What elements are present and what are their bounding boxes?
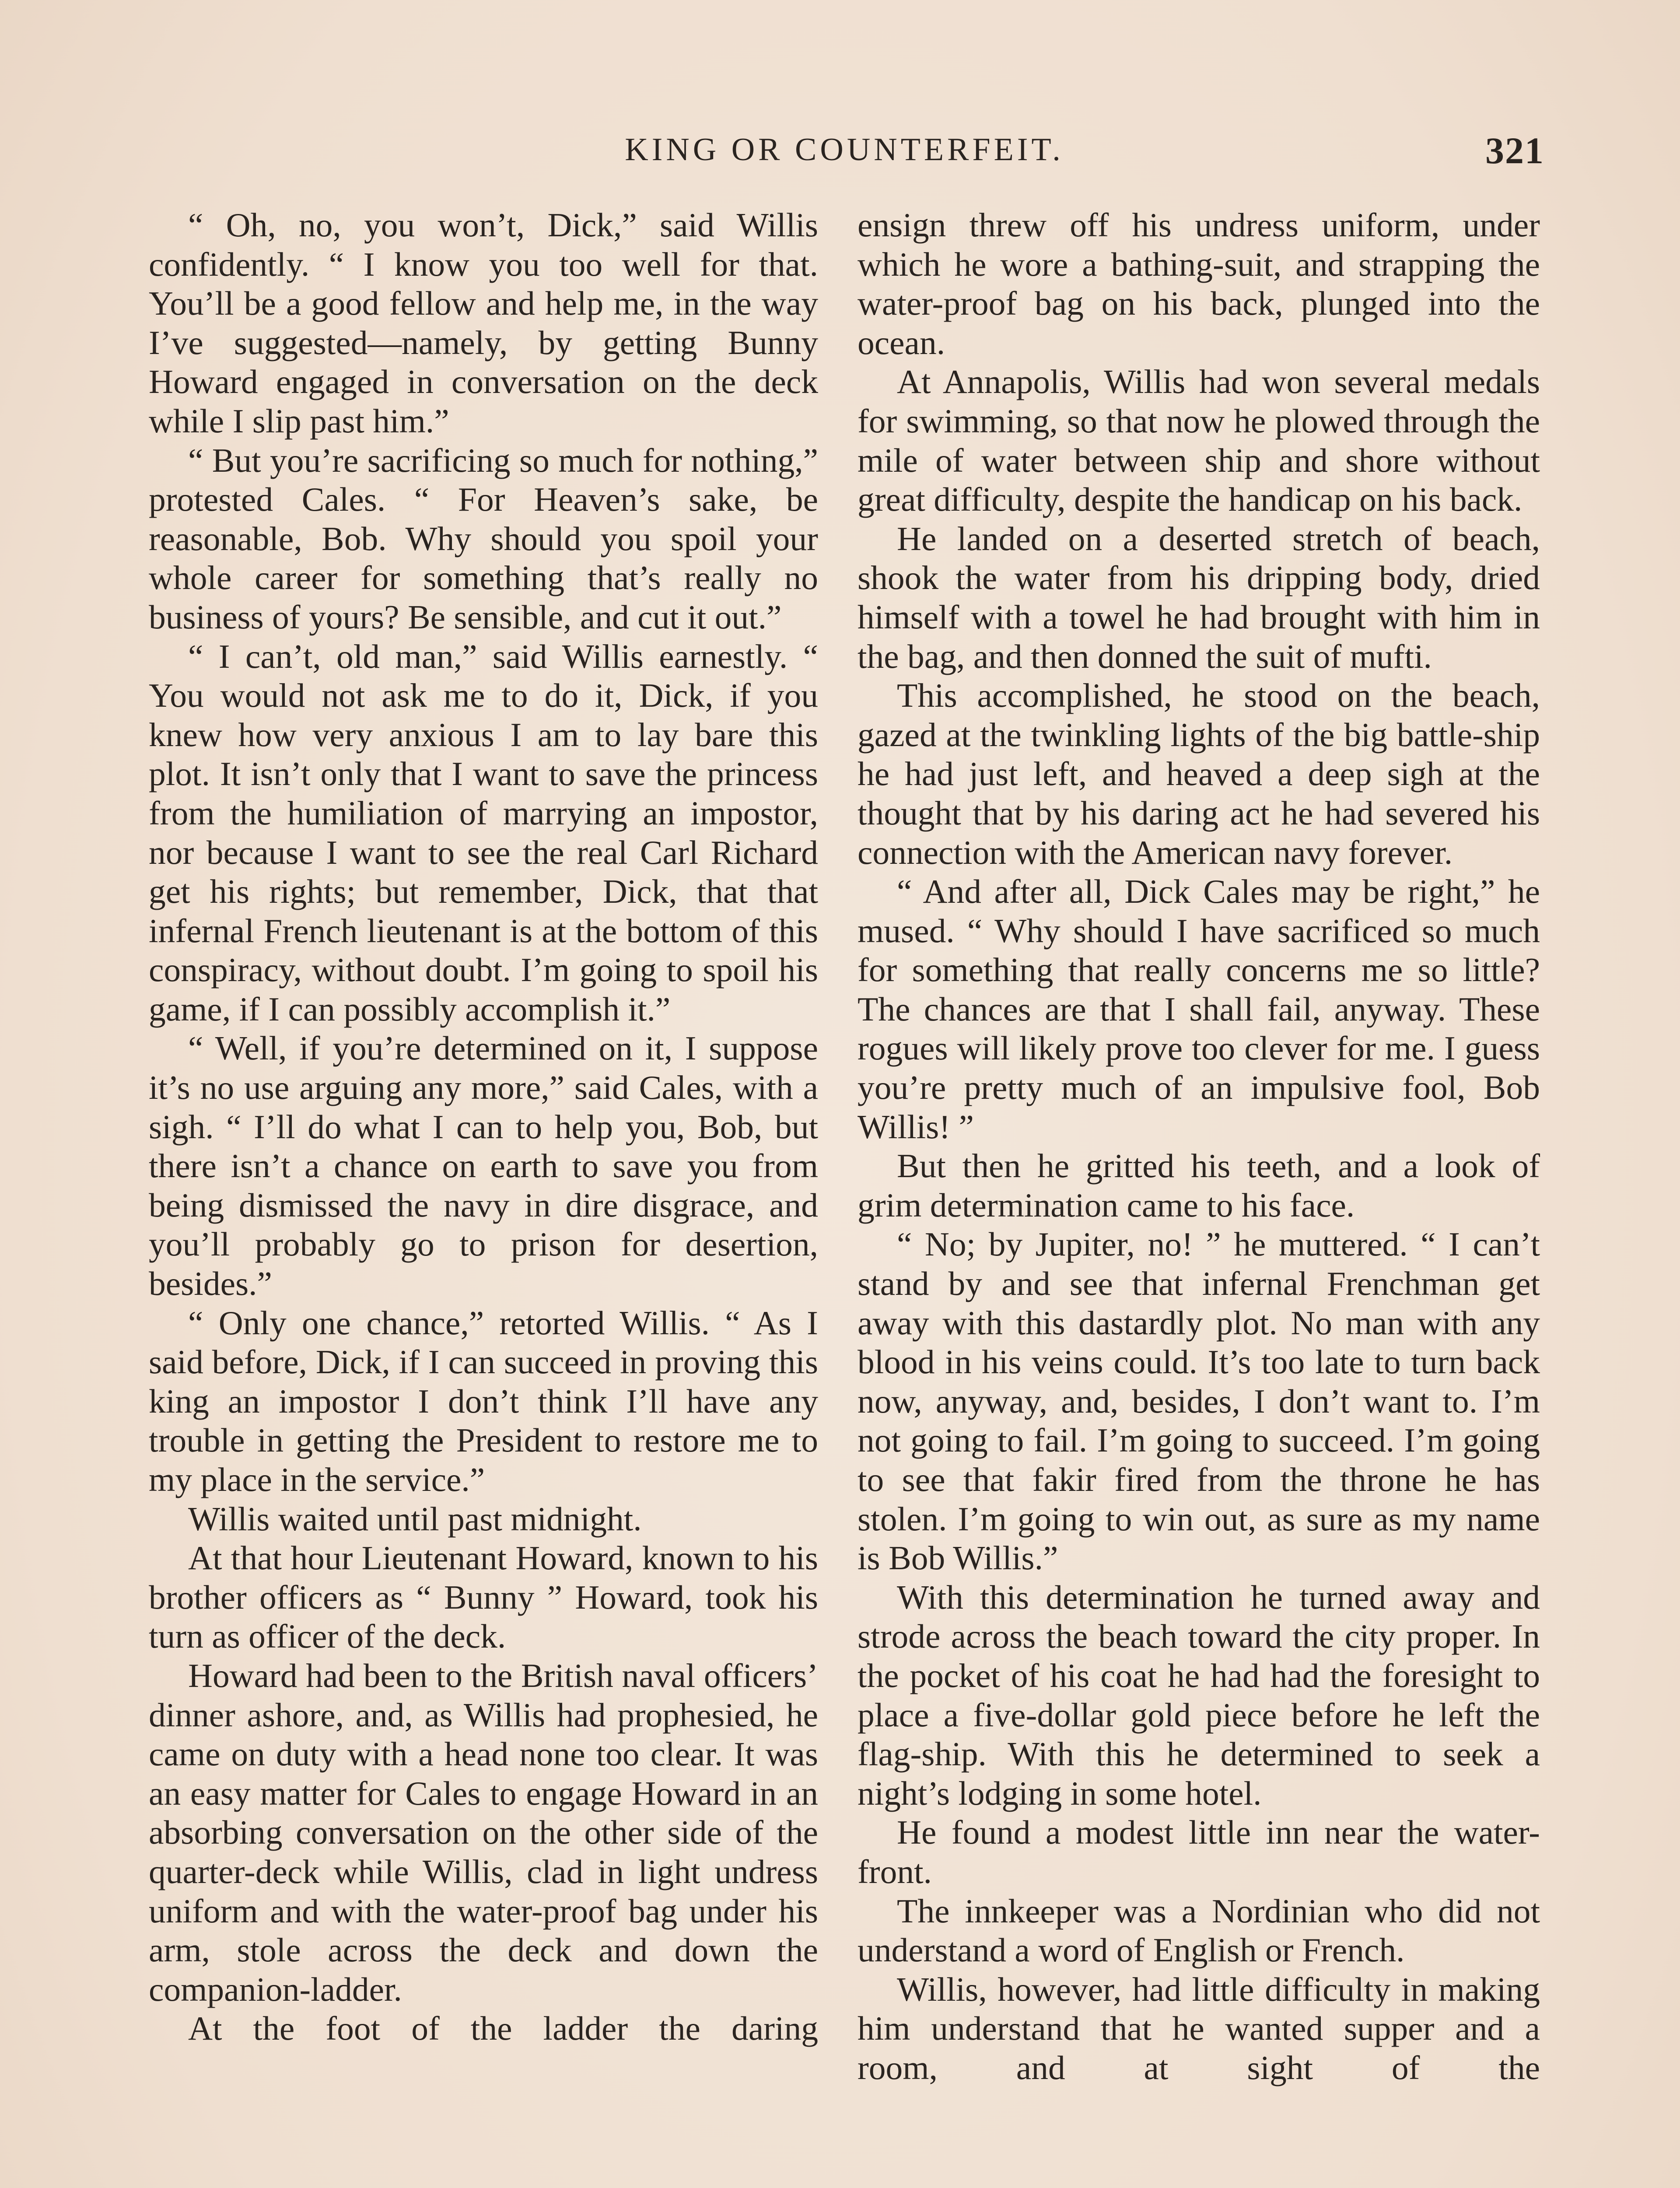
paragraph: “ I can’t, old man,” said Willis earnestly. “ You would not ask me to do it, Dick, if you knew how very anxious I am to lay bare this plot. It isn’t only that I want to save the princess from the humiliation of marrying an impostor, nor because I want to see the real Carl Richard get his rights; but remember, Dick, that that infernal French lieutenant is at the bottom of this conspiracy, without doubt. I’m going to spoil his game, if I can possibly accomplish it.”: [149, 637, 818, 1028]
paragraph: “ And after all, Dick Cales may be right,” he mused. “ Why should I have sacrificed so much for something that really concerns me so little? The chances are that I shall fail, anyway. These rogues will likely prove too clever for me. I guess you’re pretty much of an impulsive fool, Bob Willis! ”: [858, 873, 1540, 1146]
paragraph: “ Well, if you’re determined on it, I suppose it’s no use arguing any more,” said Cales, with a sigh. “ I’ll do what I can to help you, Bob, but there isn’t a chance on earth to save you from being dismissed the navy in dire disgrace, and you’ll probably go to prison for desertion, besides.”: [149, 1029, 818, 1303]
page-number: 321: [1485, 130, 1544, 172]
paragraph: ensign threw off his undress uniform, under which he wore a bathing-suit, and strapping the water-proof bag on his back, plunged into the ocean.: [858, 206, 1540, 361]
paragraph: He found a modest little inn near the water-front.: [858, 1813, 1540, 1890]
paragraph: At the foot of the ladder the daring: [188, 2009, 818, 2048]
paragraph: He landed on a deserted stretch of beach, shook the water from his dripping body, dried himself with a towel he had brought with him in the bag, and then donned the suit of mufti.: [858, 519, 1540, 675]
page-header: [144, 131, 1544, 179]
paragraph: Willis waited until past midnight.: [188, 1500, 642, 1538]
paragraph: “ But you’re sacrificing so much for nothing,” protested Cales. “ For Heaven’s sake, be reasonable, Bob. Why should you spoil your whole career for something that’s really no business of yours? Be sensible, and cut it out.”: [149, 441, 818, 636]
paragraph: With this determination he turned away and strode across the beach toward the city proper. In the pocket of his coat he had had the foresight to place a five-dollar gold piece before he left the flag-ship. With this he determined to seek a night’s lodging in some hotel.: [858, 1578, 1540, 1812]
running-title: KING OR COUNTERFEIT.: [625, 132, 1064, 168]
left-column: [149, 206, 818, 2048]
paragraph: “ Only one chance,” retorted Willis. “ As I said before, Dick, if I can succeed in proving this king an impostor I don’t think I’ll have any trouble in getting the President to restore me to my place in the service.”: [149, 1304, 818, 1498]
paragraph: “ No; by Jupiter, no! ” he muttered. “ I can’t stand by and see that infernal Frenchman get away with this dastardly plot. No man with any blood in his veins could. It’s too late to turn back now, anyway, and, besides, I don’t want to. I’m not going to fail. I’m going to succeed. I’m going to see that fakir fired from the throne he has stolen. I’m going to win out, as sure as my name is Bob Willis.”: [858, 1225, 1540, 1577]
paragraph: This accomplished, he stood on the beach, gazed at the twinkling lights of the big battle-ship he had just left, and heaved a deep sigh at the thought that by his daring act he had severed his connection with the American navy forever.: [858, 677, 1540, 871]
paragraph: Willis, however, had little difficulty in making him understand that he wanted supper and a room, and at sight of the: [858, 1970, 1540, 2086]
paragraph: At that hour Lieutenant Howard, known to his brother officers as “ Bunny ” Howard, took his turn as officer of the deck.: [149, 1539, 818, 1655]
paragraph: But then he gritted his teeth, and a look of grim determination came to his face.: [858, 1147, 1540, 1224]
paragraph: At Annapolis, Willis had won several medals for swimming, so that now he plowed through the mile of water between ship and shore without great difficulty, despite the handicap on his back.: [858, 363, 1540, 519]
paragraph: “ Oh, no, you won’t, Dick,” said Willis confidently. “ I know you too well for that. You’ll be a good fellow and help me, in the way I’ve suggested—namely, by getting Bunny Howard engaged in conversation on the deck while I slip past him.”: [149, 206, 818, 440]
paragraph: The innkeeper was a Nordinian who did not understand a word of English or French.: [858, 1892, 1540, 1969]
right-column: [858, 206, 1540, 2088]
paragraph: Howard had been to the British naval officers’ dinner ashore, and, as Willis had prophesied, he came on duty with a head none too clear. It was an easy matter for Cales to engage Howard in an absorbing conversation on the other side of the quarter-deck while Willis, clad in light undress uniform and with the water-proof bag under his arm, stole across the deck and down the companion-ladder.: [149, 1656, 818, 2008]
